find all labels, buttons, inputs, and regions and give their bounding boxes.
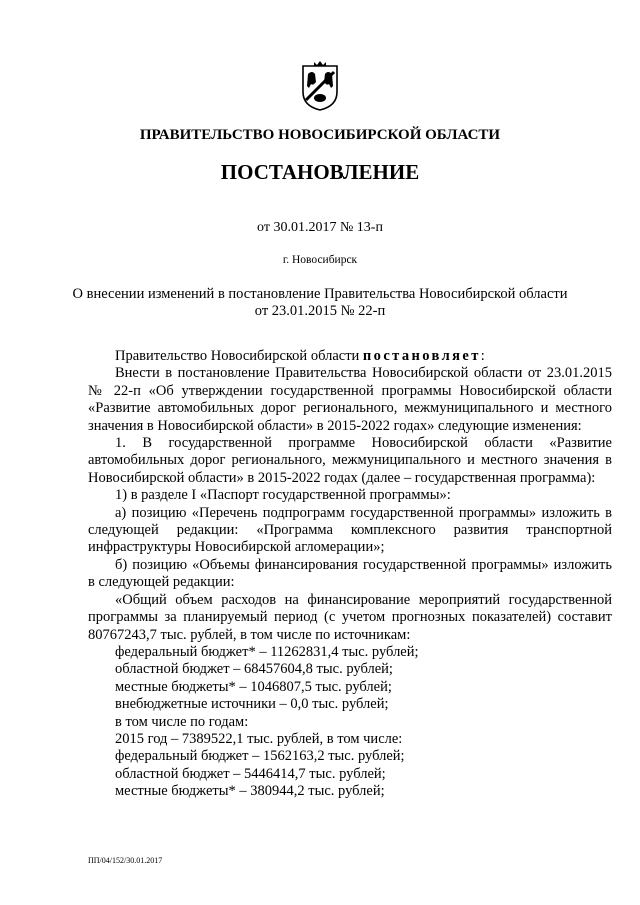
funding-line: 2015 год – 7389522,1 тыс. рублей, в том числе: <box>115 730 403 747</box>
funding-line: местные бюджеты* – 380944,2 тыс. рублей; <box>115 783 385 800</box>
funding-line: федеральный бюджет – 1562163,2 тыс. рублей; <box>115 748 405 765</box>
document-type: ПОСТАНОВЛЕНИЕ <box>220 160 420 184</box>
paragraph-amendment: Внести в постановление Правительства Новосибирской области от 23.01.2015 № 22-п «Об утверждении государственной программы Новосибирской области «Развитие автомобильных дорог регионального, межмуниципального и местного значения в Новосибирской области» в 2015-2022 годах» следующие изменения: <box>88 365 612 434</box>
footer-document-code: ПП/04/152/30.01.2017 <box>88 856 163 865</box>
government-title: ПРАВИТЕЛЬСТВО НОВОСИБИРСКОЙ ОБЛАСТИ <box>139 127 501 143</box>
intro-text: Правительство Новосибирской области <box>115 348 363 364</box>
funding-line: федеральный бюджет* – 11262831,4 тыс. рублей; <box>115 643 419 660</box>
funding-line: внебюджетные источники – 0,0 тыс. рублей; <box>115 696 389 713</box>
paragraph-item-1: 1. В государственной программе Новосибирской области «Развитие автомобильных дорог регионального, межмуниципального и местного значения в Новосибирской области» в 2015-2022 годах (далее – государственная программа): <box>88 435 612 486</box>
intro-paragraph <box>88 348 612 365</box>
subject-line-1: О внесении изменений в постановление Правительства Новосибирской области <box>72 286 568 302</box>
document-city: г. Новосибирск <box>282 254 358 266</box>
funding-line: областной бюджет – 5446414,7 тыс. рублей; <box>115 765 386 782</box>
intro-keyword: постановляет <box>362 348 481 364</box>
intro-colon: : <box>480 348 485 364</box>
funding-line: в том числе по годам: <box>115 713 249 730</box>
funding-line: местные бюджеты* – 1046807,5 тыс. рублей; <box>115 678 392 695</box>
paragraph-section-1: 1) в разделе I «Паспорт государственной программы»: <box>115 487 451 504</box>
coat-of-arms-icon <box>300 60 340 112</box>
paragraph-funding-total: «Общий объем расходов на финансирование мероприятий государственной программы за планируемый период (с учетом прогнозных показателей) составит 80767243,7 тыс. рублей, в том числе по источникам: <box>88 591 612 643</box>
document-body <box>88 348 612 801</box>
subject-line-2: от 23.01.2015 № 22-п <box>254 303 386 319</box>
document-date-number: от 30.01.2017 № 13-п <box>257 220 383 235</box>
funding-line: областной бюджет – 68457604,8 тыс. рублей; <box>115 661 393 678</box>
document-subject <box>70 286 570 320</box>
paragraph-subitem-a: а) позицию «Перечень подпрограмм государственной программы» изложить в следующей редакции: «Программа комплексного развития транспортной инфраструктуры Новосибирской агломерации»; <box>88 504 612 556</box>
paragraph-subitem-b: б) позицию «Объемы финансирования государственной программы» изложить в следующей редакции: <box>88 556 612 591</box>
